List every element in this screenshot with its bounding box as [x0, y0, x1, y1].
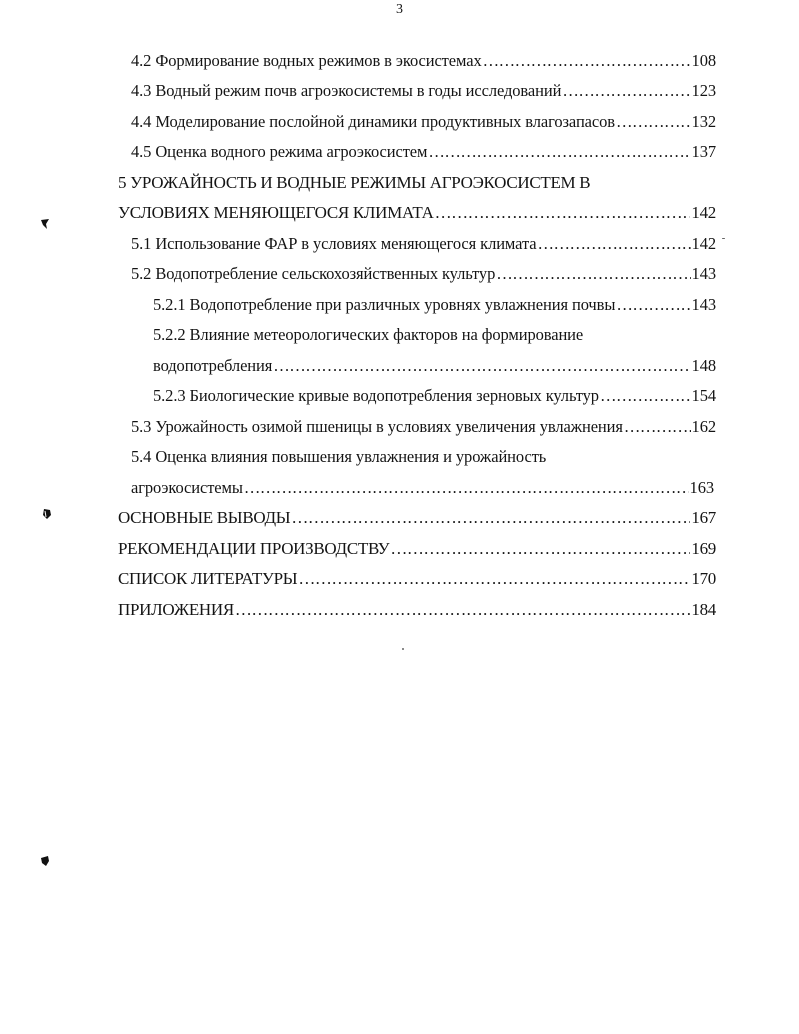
dot-leader	[538, 229, 691, 259]
toc-entry-title: ОСНОВНЫЕ ВЫВОДЫ	[118, 508, 291, 527]
toc-entry-title: агроэкосистемы	[131, 478, 243, 497]
dot-leader	[483, 46, 691, 76]
toc-entry-page: 148	[691, 356, 716, 375]
toc-entry-title: 4.5 Оценка водного режима агроэкосистем	[131, 142, 428, 161]
toc-entry-title: водопотребления	[153, 356, 273, 375]
toc-conclusions[interactable]	[118, 503, 716, 533]
scan-speck	[722, 238, 725, 239]
toc-entry-title: 4.4 Моделирование послойной динамики продуктивных влагозапасов	[131, 112, 615, 131]
dot-leader	[496, 259, 690, 289]
dot-leader	[390, 534, 690, 564]
toc-entry-title: 5.4 Оценка влияния повышения увлажнения и урожайность	[131, 447, 547, 466]
toc-entry-title: 5.2.1 Водопотребление при различных уровнях увлажнения почвы	[153, 295, 616, 314]
toc-entry-title: 5.1 Использование ФАР в условиях меняющегося климата	[131, 234, 537, 253]
toc-appendices[interactable]	[118, 595, 716, 625]
dot-leader	[600, 381, 691, 411]
toc-entry-page: 162	[691, 417, 716, 436]
toc-entry-title: 4.3 Водный режим почв агроэкосистемы в годы исследований	[131, 81, 562, 100]
toc-entry-page: 123	[691, 81, 716, 100]
dot-leader	[273, 351, 690, 381]
toc-entry-4-2[interactable]	[131, 46, 716, 76]
dot-leader	[298, 564, 690, 594]
toc-entry-title: ПРИЛОЖЕНИЯ	[118, 600, 234, 619]
toc-entry-5-3[interactable]	[131, 412, 716, 442]
toc-chapter-5-line-2[interactable]	[118, 198, 716, 228]
dot-leader	[244, 473, 689, 503]
toc-entry-page: 154	[691, 386, 716, 405]
toc-references[interactable]	[118, 564, 716, 594]
scan-artifact-mark-icon	[40, 218, 50, 230]
toc-entry-5-4-line-1[interactable]	[131, 442, 716, 472]
toc-entry-title: РЕКОМЕНДАЦИИ ПРОИЗВОДСТВУ	[118, 539, 390, 558]
toc-entry-4-3[interactable]	[131, 76, 716, 106]
toc-entry-page: 132	[691, 112, 716, 131]
toc-recommendations[interactable]	[118, 534, 716, 564]
toc-entry-4-5[interactable]	[131, 137, 716, 167]
toc-entry-page: 108	[691, 51, 716, 70]
toc-entry-title: 5.3 Урожайность озимой пшеницы в условиях увеличения увлажнения	[131, 417, 623, 436]
scan-artifact-mark-icon	[42, 508, 52, 520]
toc-entry-5-2-2-line-2[interactable]	[153, 351, 716, 381]
toc-entry-page: 142	[691, 203, 716, 222]
toc-entry-5-4-line-2[interactable]	[131, 473, 714, 503]
dot-leader	[435, 198, 691, 228]
toc-entry-page: 184	[691, 600, 716, 619]
toc-entry-title: УСЛОВИЯХ МЕНЯЮЩЕГОСЯ КЛИМАТА	[118, 203, 434, 222]
toc-entry-5-1[interactable]	[131, 229, 716, 259]
toc-entry-title: 5.2.2 Влияние метеорологических факторов на формирование	[153, 325, 584, 344]
toc-entry-title: 4.2 Формирование водных режимов в экосистемах	[131, 51, 482, 70]
dot-leader	[616, 290, 690, 320]
page-number: 3	[396, 2, 403, 17]
toc-entry-page: 143	[691, 264, 716, 283]
toc-entry-5-2[interactable]	[131, 259, 716, 289]
toc-entry-page: 170	[691, 569, 716, 588]
dot-leader	[624, 412, 691, 442]
toc-entry-4-4[interactable]	[131, 107, 716, 137]
dot-leader	[235, 595, 690, 625]
toc-entry-5-2-1[interactable]	[153, 290, 716, 320]
toc-entry-title: СПИСОК ЛИТЕРАТУРЫ	[118, 569, 298, 588]
toc-entry-page: 143	[691, 295, 716, 314]
toc-entry-page: 142	[691, 234, 716, 253]
toc-entry-page: 167	[691, 508, 716, 527]
toc-entry-5-2-3[interactable]	[153, 381, 716, 411]
toc-entry-5-2-2-line-1[interactable]	[153, 320, 716, 350]
dot-leader	[428, 137, 690, 167]
toc-entry-page: 169	[691, 539, 716, 558]
dot-leader	[291, 503, 690, 533]
toc-entry-page: 163	[689, 478, 714, 497]
scan-speck	[402, 648, 404, 650]
dot-leader	[616, 107, 691, 137]
toc-chapter-5-line-1[interactable]	[118, 168, 716, 198]
toc-entry-title: 5.2 Водопотребление сельскохозяйственных культур	[131, 264, 496, 283]
scan-artifact-mark-icon	[40, 855, 50, 867]
toc-entry-title: 5 УРОЖАЙНОСТЬ И ВОДНЫЕ РЕЖИМЫ АГРОЭКОСИСТЕМ В	[118, 173, 591, 192]
dot-leader	[562, 76, 690, 106]
toc-entry-page: 137	[691, 142, 716, 161]
toc-entry-title: 5.2.3 Биологические кривые водопотребления зерновых культур	[153, 386, 599, 405]
